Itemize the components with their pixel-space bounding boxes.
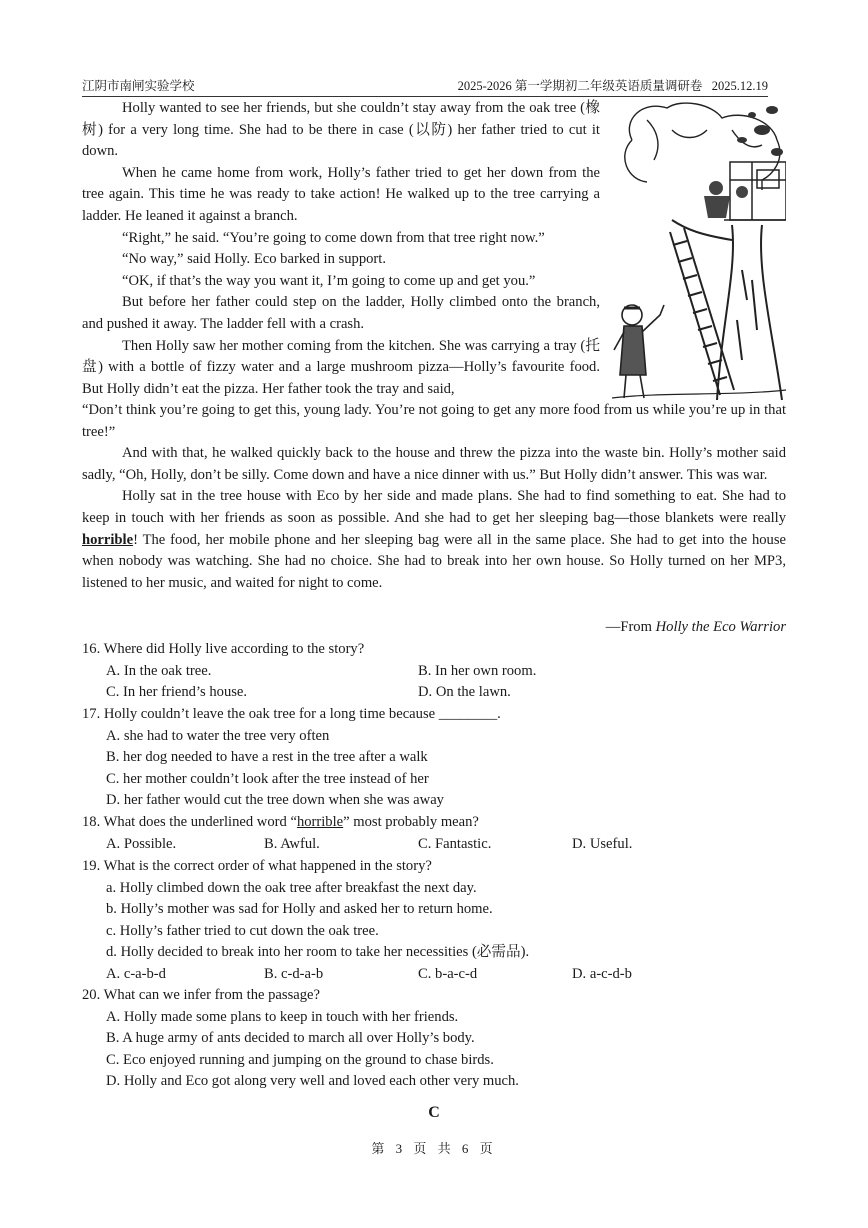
option-d: D. On the lawn. xyxy=(418,684,511,701)
underlined-word: horrible xyxy=(296,814,344,830)
source-prefix: —From xyxy=(605,619,656,635)
option-a: A. c-a-b-d xyxy=(106,965,166,982)
option-c: C. b-a-c-d xyxy=(418,965,478,982)
option-c: C. Eco enjoyed running and jumping on the ground to chase birds. xyxy=(106,1051,494,1068)
passage-top xyxy=(82,98,600,400)
option-a: A. Possible. xyxy=(106,835,177,852)
option-d: D. Useful. xyxy=(572,835,633,852)
options xyxy=(106,964,786,986)
underlined-word: horrible xyxy=(82,531,134,548)
passage-paragraph: “OK, if that’s the way you want it, I’m going to come up and get you.” xyxy=(122,272,536,289)
options xyxy=(106,834,786,856)
event-b: b. Holly’s mother was sad for Holly and asked her to return home. xyxy=(106,901,493,918)
question-16 xyxy=(82,639,786,704)
passage-text: ! The food, her mobile phone and her sleeping bag were all in the same place. She had to get into the house when nobody was watching. She had no choice. She had to break into her own house. So Holly turned on her MP3, listened to her music, and waited for night to come. xyxy=(82,531,786,591)
tree-illustration xyxy=(612,100,786,400)
passage-source xyxy=(606,617,786,638)
exam-title xyxy=(458,78,768,94)
question-stem xyxy=(82,812,786,834)
option-a: A. she had to water the tree very often xyxy=(106,727,330,744)
passage-paragraph xyxy=(82,486,786,594)
option-d: D. Holly and Eco got along very well and loved each other very much. xyxy=(106,1073,519,1090)
section-heading: C xyxy=(428,1104,440,1121)
passage-paragraph: Holly wanted to see her friends, but she couldn’t stay away from the oak tree (橡树) for a very long time. She had to be there in case (以防) her father tried to cut it down. xyxy=(82,100,600,160)
event-c: c. Holly’s father tried to cut down the oak tree. xyxy=(106,922,379,939)
event-a: a. Holly climbed down the oak tree after breakfast the next day. xyxy=(106,879,477,896)
passage-paragraph: When he came home from work, Holly’s father tried to get her down from the tree again. This time he was ready to take action! He walked up to the tree carrying a ladder. He leaned it against a branch. xyxy=(82,164,600,224)
source-title: Holly the Eco Warrior xyxy=(655,619,786,635)
question-19 xyxy=(82,856,786,986)
passage-paragraph: “No way,” said Holly. Eco barked in support. xyxy=(122,251,386,268)
option-c: C. her mother couldn’t look after the tree instead of her xyxy=(106,770,429,787)
passage-paragraph: “Don’t think you’re going to get this, young lady. You’re not going to get any more food from us while you’re up in that tree!” xyxy=(82,402,786,440)
stem-text: ” most probably mean? xyxy=(343,814,479,830)
option-c: C. In her friend’s house. xyxy=(106,684,248,701)
question-20 xyxy=(82,985,786,1093)
passage-paragraph: And with that, he walked quickly back to the house and threw the pizza into the waste bin. Holly’s mother said sadly, “Oh, Holly, don’t be silly. Come down and have a nice dinner with us.” But Holly didn’t answer. This was war. xyxy=(82,445,786,483)
option-b: B. her dog needed to have a rest in the tree after a walk xyxy=(106,749,428,766)
question-stem: 16. Where did Holly live according to the story? xyxy=(82,641,365,657)
option-d: D. a-c-d-b xyxy=(572,965,632,982)
passage-paragraph: “Right,” he said. “You’re going to come down from that tree right now.” xyxy=(122,229,545,246)
stem-text: 18. What does the underlined word “ xyxy=(82,814,297,830)
passage-paragraph: But before her father could step on the ladder, Holly climbed onto the branch, and pushed it away. The ladder fell with a crash. xyxy=(82,294,600,332)
option-d: D. her father would cut the tree down when she was away xyxy=(106,792,444,809)
option-a: A. In the oak tree. xyxy=(106,662,212,679)
exam-name: 2025-2026 第一学期初二年级英语质量调研卷 xyxy=(457,79,703,93)
options xyxy=(106,661,786,704)
page-footer: 第 3 页 共 6 页 xyxy=(371,1141,497,1156)
passage-bottom xyxy=(82,400,786,594)
question-stem: 19. What is the correct order of what happened in the story? xyxy=(82,858,432,874)
passage-text: Holly sat in the tree house with Eco by her side and made plans. She had to find something to eat. She had to keep in touch with her friends as soon as possible. And she had to get her sleeping bag—those blankets were really xyxy=(82,488,786,526)
school-name: 江阴市南闸实验学校 xyxy=(82,79,195,93)
option-b: B. A huge army of ants decided to march all over Holly’s body. xyxy=(106,1030,475,1047)
passage-paragraph: Then Holly saw her mother coming from the kitchen. She was carrying a tray (托盘) with a bottle of fizzy water and a large mushroom pizza—Holly’s favourite food. But Holly didn’t eat the pizza. Her father took the tray and said, xyxy=(82,337,600,397)
option-a: A. Holly made some plans to keep in touch with her friends. xyxy=(106,1008,459,1025)
option-b: B. In her own room. xyxy=(418,662,537,679)
question-stem: 20. What can we infer from the passage? xyxy=(82,987,320,1003)
event-d: d. Holly decided to break into her room to take her necessities (必需品). xyxy=(106,944,530,961)
exam-date: 2025.12.19 xyxy=(711,79,768,93)
question-18 xyxy=(82,812,786,855)
option-c: C. Fantastic. xyxy=(418,835,492,852)
option-b: B. Awful. xyxy=(264,835,320,852)
question-stem: 17. Holly couldn’t leave the oak tree for a long time because ________. xyxy=(82,706,501,722)
option-b: B. c-d-a-b xyxy=(264,965,324,982)
page-header xyxy=(82,78,768,97)
question-17 xyxy=(82,704,786,812)
